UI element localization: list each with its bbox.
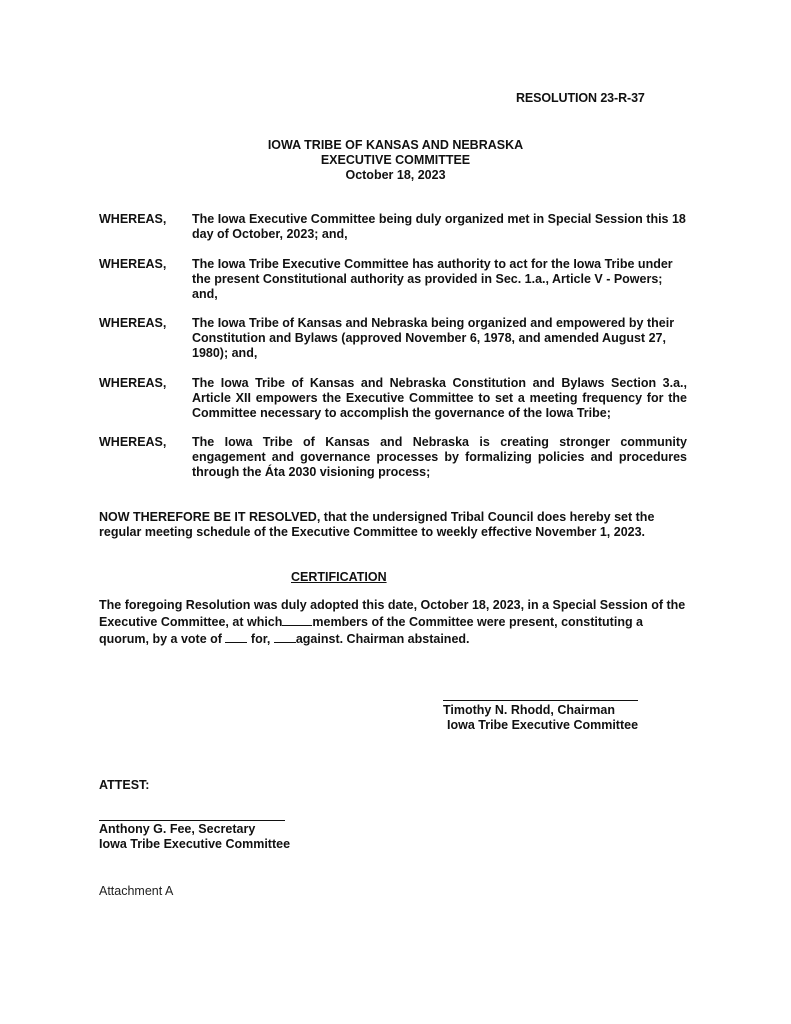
- votes-for-blank: [225, 630, 247, 643]
- whereas-label: WHEREAS,: [99, 316, 167, 330]
- certification-part2: members of the Committee were present, constituting a quorum, by a vote of: [99, 615, 644, 646]
- header-date: October 18, 2023: [345, 168, 446, 182]
- certification-part3: for,: [250, 632, 271, 646]
- attest-label: ATTEST:: [99, 778, 150, 792]
- header-committee: EXECUTIVE COMMITTEE: [320, 153, 471, 167]
- resolved-text: , that the undersigned Tribal Council does hereby set the regular meeting schedule of the Executive Committee to weekly effective November 1, 2023.: [99, 510, 655, 539]
- secretary-signature-block: [99, 822, 290, 852]
- whereas-label: WHEREAS,: [99, 212, 167, 226]
- chairman-signature-line: [443, 700, 638, 701]
- secretary-org: Iowa Tribe Executive Committee: [99, 837, 291, 851]
- certification-part4: against. Chairman abstained.: [295, 632, 470, 646]
- resolution-number: RESOLUTION 23-R-37: [516, 91, 645, 105]
- whereas-text: The Iowa Tribe of Kansas and Nebraska Constitution and Bylaws Section 3.a., Article XII empowers the Executive Committee to set a meeting frequency for the Committee necessary to accomplish the governance of the Iowa Tribe;: [192, 376, 687, 420]
- certification-title: CERTIFICATION: [291, 570, 387, 584]
- whereas-label: WHEREAS,: [99, 257, 167, 271]
- whereas-label: WHEREAS,: [99, 435, 167, 449]
- whereas-text: The Iowa Tribe of Kansas and Nebraska being organized and empowered by their Constitution and Bylaws (approved November 6, 1978, and amended August 27, 1980); and,: [192, 316, 675, 360]
- document-header: [0, 138, 791, 183]
- resolved-lead: NOW THEREFORE BE IT RESOLVED: [99, 510, 317, 524]
- whereas-text: The Iowa Tribe of Kansas and Nebraska is creating stronger community engagement and governance processes by formalizing policies and procedures through the Áta 2030 visioning process;: [192, 435, 687, 479]
- secretary-signature-line: [99, 820, 285, 821]
- certification-text: [99, 598, 689, 647]
- secretary-name: Anthony G. Fee, Secretary: [99, 822, 256, 836]
- members-present-blank: [282, 613, 312, 626]
- whereas-label: WHEREAS,: [99, 376, 167, 390]
- attachment-label: Attachment A: [99, 884, 174, 898]
- chairman-signature-block: [443, 703, 638, 733]
- certification-part1: The foregoing Resolution was duly adopted this date, October 18, 2023, in a Special Session of the Executive Committee, at which: [99, 598, 686, 629]
- chairman-org: Iowa Tribe Executive Committee: [447, 718, 639, 732]
- votes-against-blank: [274, 630, 296, 643]
- header-tribe-name: IOWA TRIBE OF KANSAS AND NEBRASKA: [267, 138, 524, 152]
- whereas-text: The Iowa Tribe Executive Committee has authority to act for the Iowa Tribe under the present Constitutional authority as provided in Sec. 1.a., Article V - Powers; and,: [192, 257, 673, 301]
- chairman-name: Timothy N. Rhodd, Chairman: [443, 703, 615, 717]
- whereas-text: The Iowa Executive Committee being duly organized met in Special Session this 18 day of October, 2023; and,: [192, 212, 686, 241]
- resolved-clause: [99, 510, 689, 540]
